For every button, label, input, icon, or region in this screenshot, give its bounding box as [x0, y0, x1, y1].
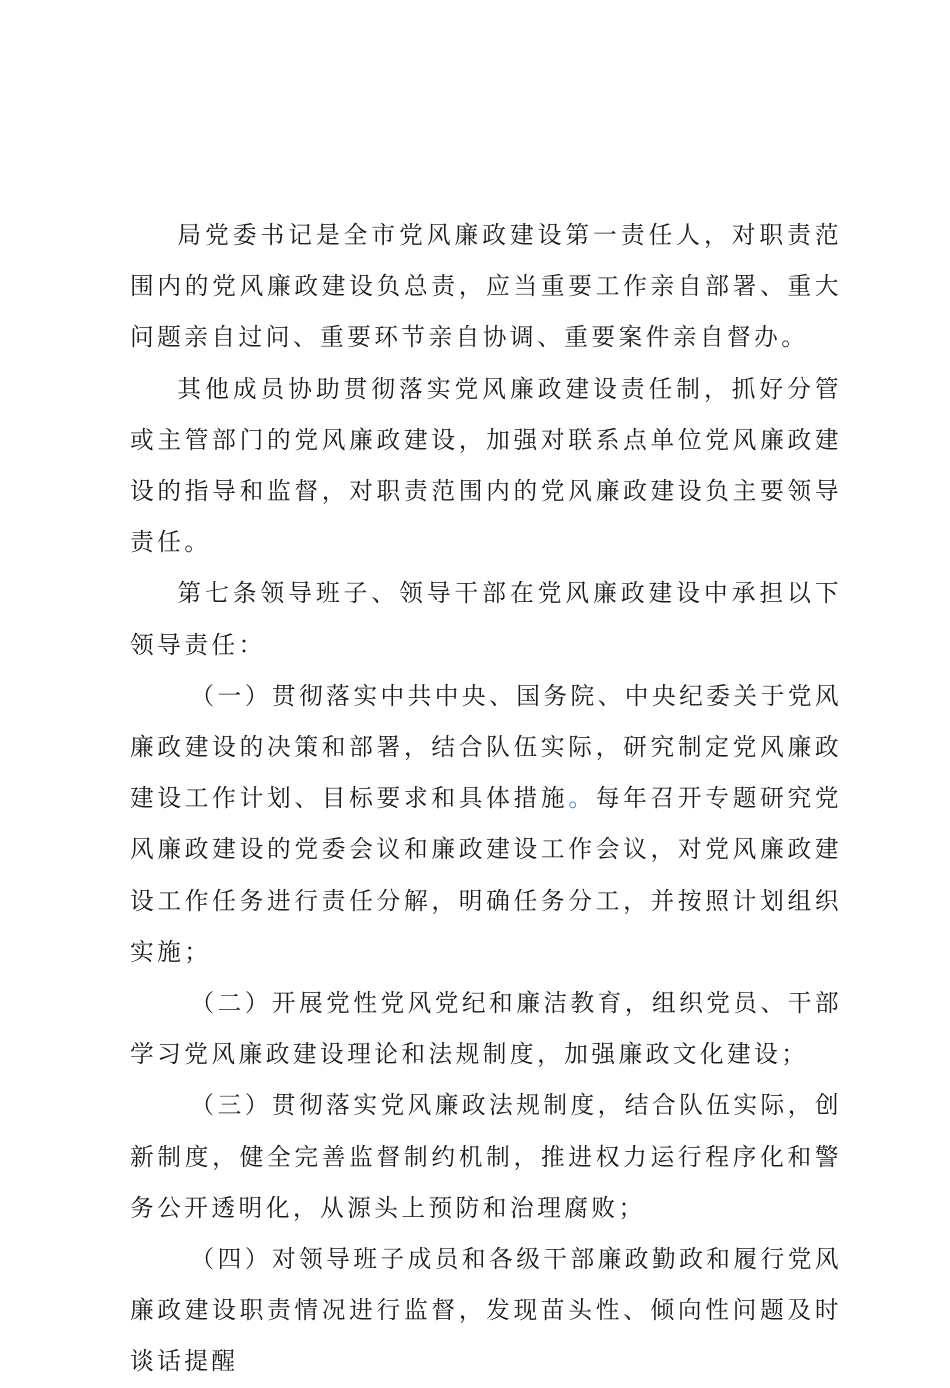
paragraph-party-secretary-responsibility: 局党委书记是全市党风廉政建设第一责任人，对职责范围内的党风廉政建设负总责，应当重要工作亲自部署、重大问题亲自过问、重要环节亲自协调、重要案件亲自督办。	[130, 221, 842, 352]
paragraph-item-three: （三）贯彻落实党风廉政法规制度，结合队伍实际，创新制度，健全完善监督制约机制，推进权力运行程序化和警务公开透明化，从源头上预防和治理腐败；	[130, 1091, 842, 1222]
item-one-text-part1: （一）贯彻落实中共中央、国务院、中央纪委关于党风廉政建设的决策和部署，结合队伍实际，研究制定党风廉政建设工作计划、目标要求和具体措施	[130, 681, 842, 813]
item-one-text-part2: 每年召开专题研究党风廉政建设的党委会议和廉政建设工作会议，对党风廉政建设工作任务进行责任分解，明确任务分工，并按照计划组织实施；	[130, 784, 843, 966]
document-body	[130, 210, 842, 1388]
paragraph-item-two: （二）开展党性党风党纪和廉洁教育，组织党员、干部学习党风廉政建设理论和法规制度，加强廉政文化建设；	[130, 989, 842, 1069]
paragraph-article-seven: 第七条领导班子、领导干部在党风廉政建设中承担以下领导责任：	[130, 579, 842, 659]
item-one-accent-mark: 。	[568, 784, 596, 813]
paragraph-other-members-responsibility: 其他成员协助贯彻落实党风廉政建设责任制，抓好分管或主管部门的党风廉政建设，加强对联系点单位党风廉政建设的指导和监督，对职责范围内的党风廉政建设负主要领导责任。	[130, 374, 842, 557]
paragraph-item-four: （四）对领导班子成员和各级干部廉政勤政和履行党风廉政建设职责情况进行监督，发现苗头性、倾向性问题及时谈话提醒	[130, 1245, 842, 1376]
paragraph-item-one	[130, 671, 842, 978]
